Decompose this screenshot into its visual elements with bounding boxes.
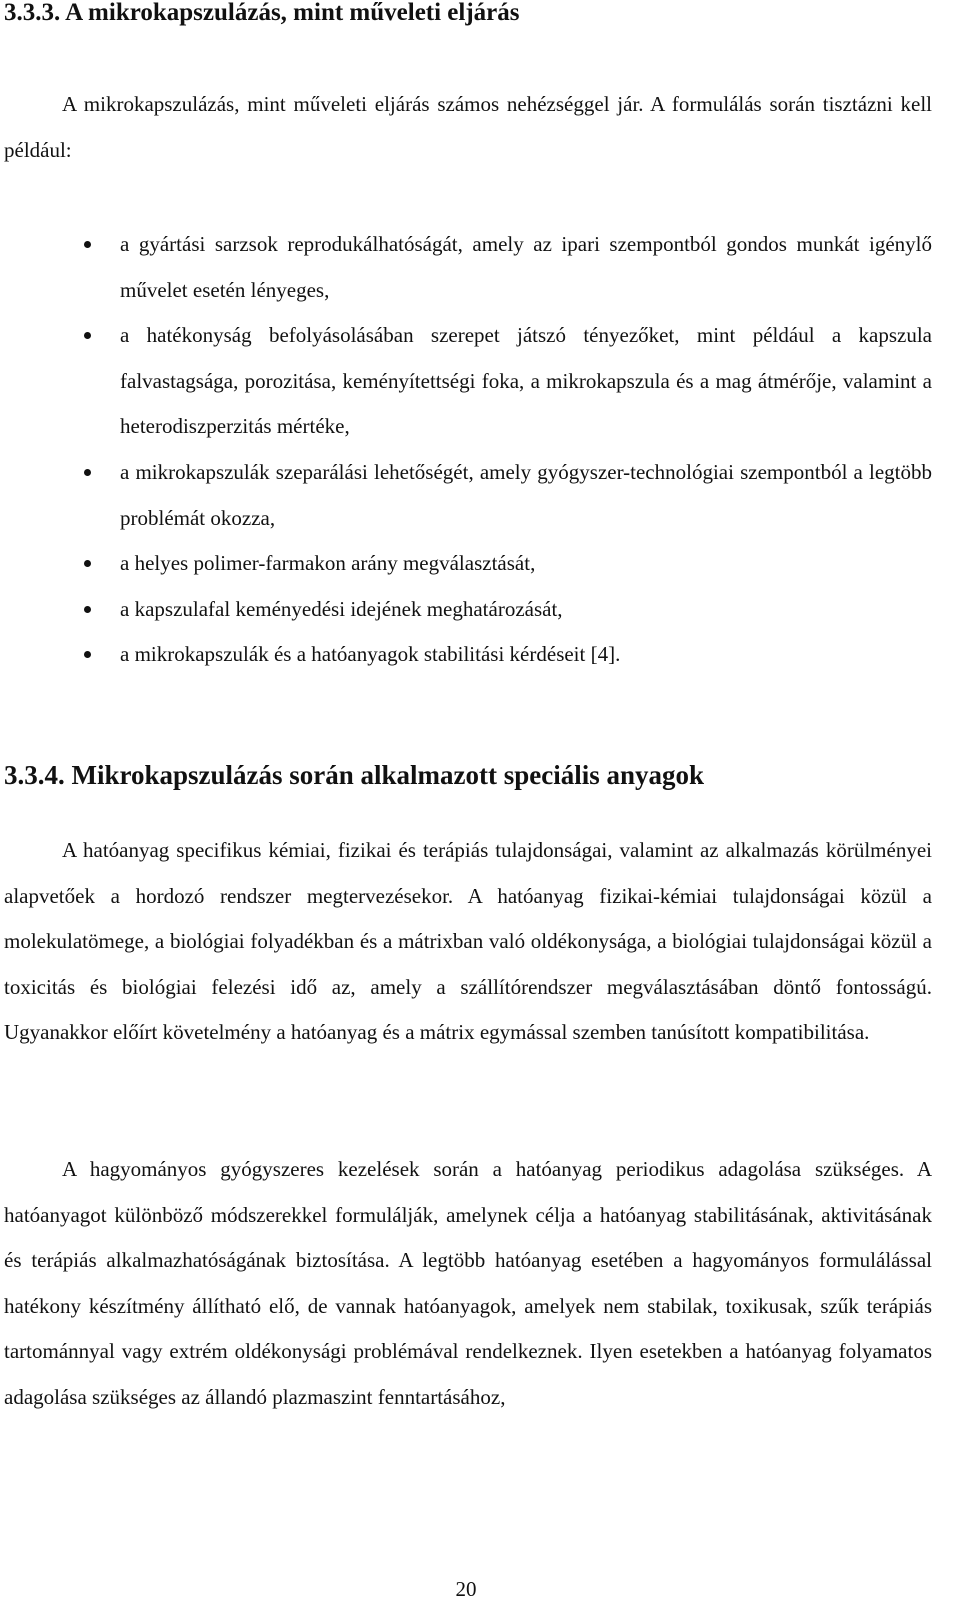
list-item-text: a hatékonyság befolyásolásában szerepet játszó tényezőket, mint például a kapszula falvastagsága, porozitása, keményítettségi foka, a mikrokapszula és a mag átmérője, valamint a heterodiszperzitás mértéke, (120, 323, 932, 439)
list-item (120, 587, 932, 633)
list-item (120, 313, 932, 450)
list-item (120, 632, 932, 678)
list-item-text: a kapszulafal keményedési idejének meghatározását, (120, 596, 563, 621)
section-heading-3-3-3: 3.3.3. A mikrokapszulázás, mint műveleti eljárás (4, 0, 520, 26)
body-paragraph: A hatóanyag specifikus kémiai, fizikai és terápiás tulajdonságai, valamint az alkalmazás körülményei alapvetőek a hordozó rendszer megtervezésekor. A hatóanyag fizikai-kémiai tulajdonságai közül a molekulatömege, a biológiai folyadékban és a mátrixban való oldékonysága, a biológiai tulajdonságai közül a toxicitás és biológiai felezési idő az, amely a szállítórendszer megválasztásában döntő fontosságú. Ugyanakkor előírt követelmény a hatóanyag és a mátrix egymással szemben tanúsított kompatibilitása. (4, 838, 932, 1045)
list-item-text: a mikrokapszulák és a hatóanyagok stabilitási kérdéseit [4]. (120, 642, 621, 667)
list-item-text: a mikrokapszulák szeparálási lehetőségét, amely gyógyszer-technológiai szempontból a legtöbb problémát okozza, (120, 459, 932, 530)
bullet-dot-icon (84, 241, 91, 248)
bullet-dot-icon (84, 606, 91, 613)
bullet-dot-icon (84, 332, 91, 339)
list-item-text: a gyártási sarzsok reprodukálhatóságát, amely az ipari szempontból gondos munkát igénylő művelet esetén lényeges, (120, 232, 932, 302)
intro-paragraph: A mikrokapszulázás, mint műveleti eljárás számos nehézséggel jár. A formulálás során tisztázni kell például: (4, 92, 932, 162)
bullet-dot-icon (84, 469, 91, 476)
page-number: 20 (455, 1577, 477, 1601)
bullet-dot-icon (84, 560, 91, 567)
list-item (120, 222, 932, 313)
section-heading-3-3-4: 3.3.4. Mikrokapszulázás során alkalmazott speciális anyagok (4, 760, 705, 790)
bullet-dot-icon (84, 651, 91, 658)
list-item-text: a helyes polimer-farmakon arány megválasztását, (120, 551, 536, 576)
list-item (120, 450, 932, 541)
requirements-list (120, 222, 932, 678)
list-item (120, 541, 932, 587)
body-paragraph: A hagyományos gyógyszeres kezelések során a hatóanyag periodikus adagolása szükséges. A hatóanyagot különböző módszerekkel formulálják, amelynek célja a hatóanyag stabilitásának, aktivitásának és terápiás alkalmazhatóságának biztosítása. A legtöbb hatóanyag esetében a hagyományos formulálással hatékony készítmény állítható elő, de vannak hatóanyagok, amelyek nem stabilak, toxikusak, szűk terápiás tartománnyal vagy extrém oldékonysági problémával rendelkeznek. Ilyen esetekben a hatóanyag folyamatos adagolása szükséges az állandó plazmaszint fenntartásához, (4, 1157, 932, 1409)
